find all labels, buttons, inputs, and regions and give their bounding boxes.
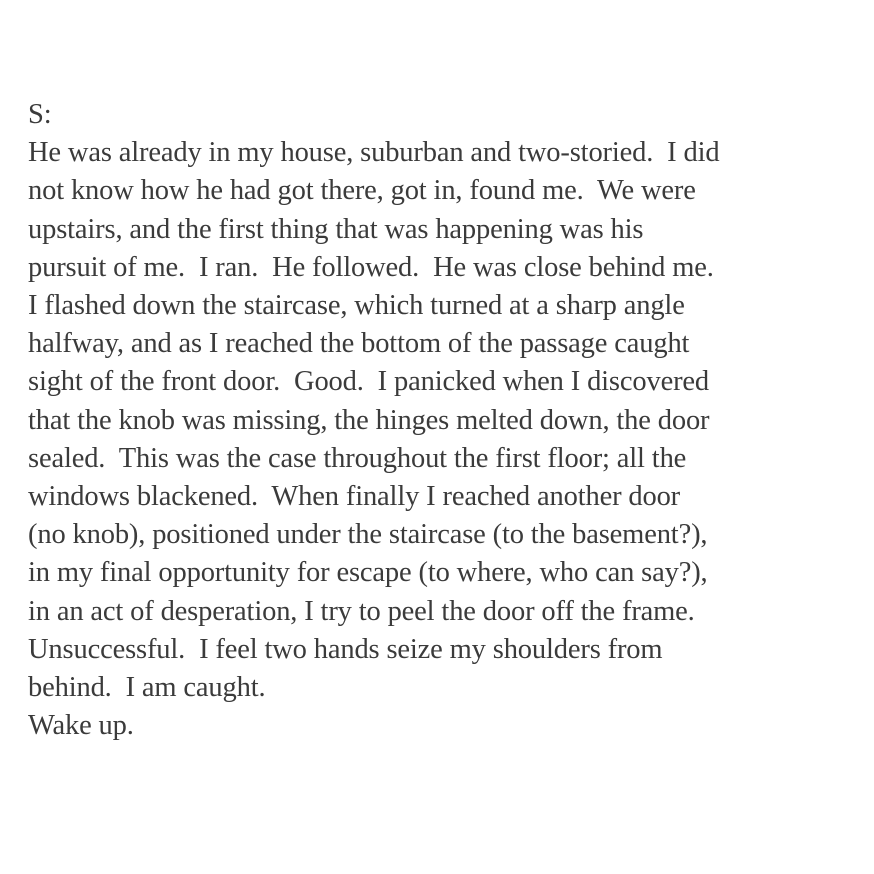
text-line: (no knob), positioned under the staircase (to the basement?), [28, 519, 708, 551]
text-line: windows blackened. When finally I reached another door [28, 481, 681, 513]
text-line: behind. I am caught. [28, 672, 266, 704]
text-line: halfway, and as I reached the bottom of the passage caught [28, 328, 690, 360]
text-line: that the knob was missing, the hinges melted down, the door [28, 404, 710, 436]
text-line: not know how he had got there, got in, found me. We were [28, 175, 696, 207]
text-line: Unsuccessful. I feel two hands seize my shoulders from [28, 633, 663, 665]
text-line: I flashed down the staircase, which turned at a sharp angle [28, 290, 685, 322]
text-line: upstairs, and the first thing that was happening was his [28, 213, 644, 245]
text-line: sight of the front door. Good. I panicked when I discovered [28, 366, 710, 398]
text-line: in my final opportunity for escape (to where, who can say?), [28, 557, 708, 589]
text-line: He was already in my house, suburban and two-storied. I did [28, 137, 720, 169]
text-line: in an act of desperation, I try to peel the door off the frame. [28, 595, 695, 627]
speaker-label: S: [28, 99, 52, 130]
text-line: pursuit of me. I ran. He followed. He was close behind me. [28, 251, 714, 283]
text-line: Wake up. [28, 710, 134, 742]
dream-text [28, 96, 868, 745]
text-line: sealed. This was the case throughout the first floor; all the [28, 442, 687, 474]
